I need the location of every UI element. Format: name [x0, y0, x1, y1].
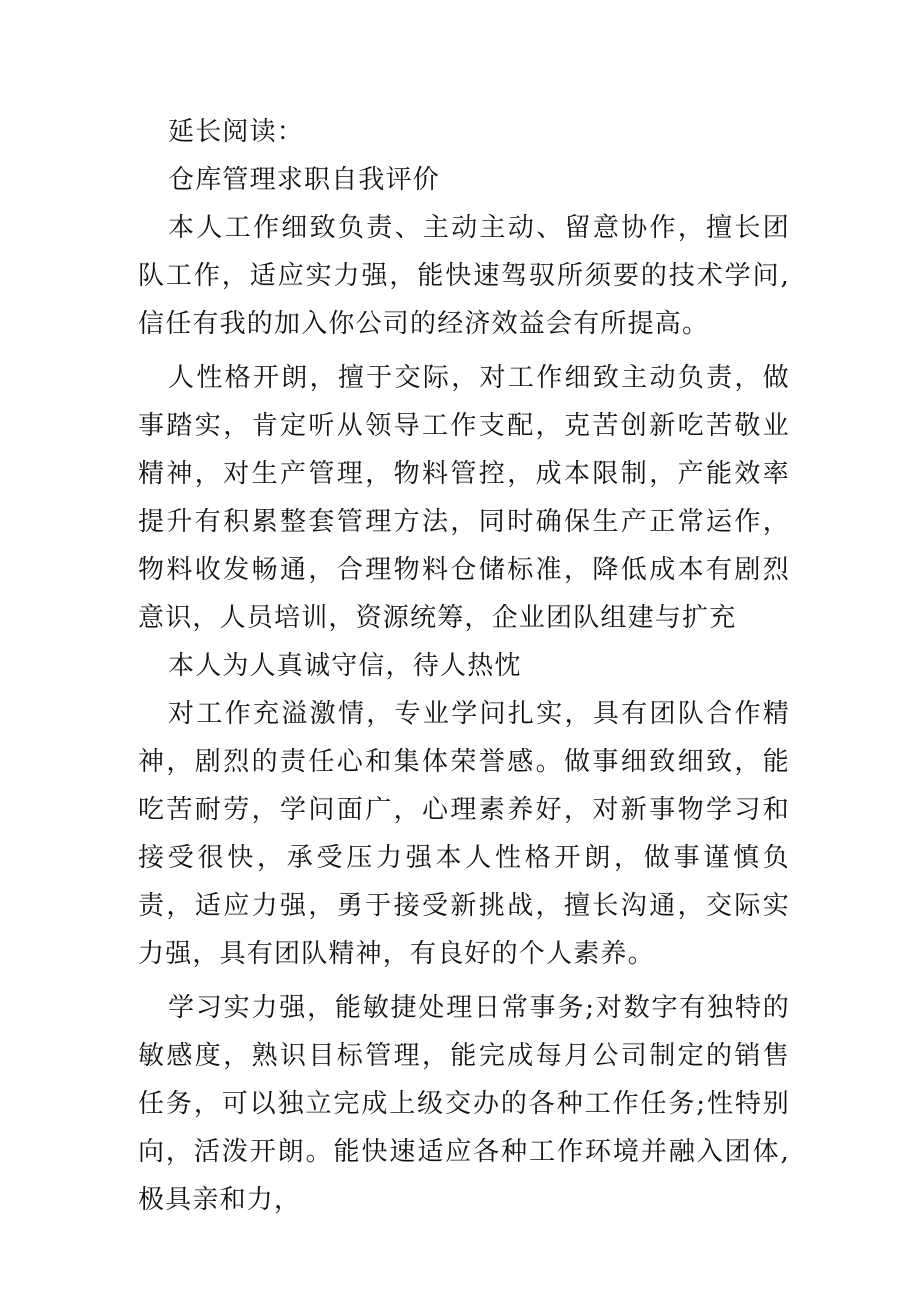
paragraph-2: 人性格开朗，擅于交际，对工作细致主动负责，做事踏实，肯定听从领导工作支配，克苦创新吃苦敬业精神，对生产管理，物料管控，成本限制，产能效率提升有积累整套管理方法，同时确保生产正常运作，物料收发畅通，合理物料仓储标准，降低成本有剧烈意识，人员培训，资源统筹，企业团队组建与扩充	[138, 363, 790, 633]
paragraph-4: 对工作充溢激情，专业学问扎实，具有团队合作精神，剧烈的责任心和集体荣誉感。做事细致细致，能吃苦耐劳，学问面广，心理素养好，对新事物学习和接受很快，承受压力强本人性格开朗，做事谨慎负责，适应力强，勇于接受新挑战，擅长沟通，交际实力强，具有团队精神，有良好的个人素养。	[138, 699, 790, 969]
extended-reading-heading: 延长阅读：	[168, 117, 305, 147]
paragraph-1: 本人工作细致负责、主动主动、留意协作，擅长团队工作，适应实力强，能快速驾驭所须要的技术学问,信任有我的加入你公司的经济效益会有所提高。	[138, 213, 790, 339]
section-title: 仓库管理求职自我评价	[168, 165, 441, 195]
paragraph-3: 本人为人真诚守信，待人热忱	[168, 651, 522, 681]
document-body	[138, 108, 790, 1224]
paragraph-5: 学习实力强，能敏捷处理日常事务;对数字有独特的敏感度，熟识目标管理，能完成每月公司制定的销售任务，可以独立完成上级交办的各种工作任务;性特别向，活泼开朗。能快速适应各种工作环境并融入团体,极具亲和力，	[138, 993, 790, 1215]
